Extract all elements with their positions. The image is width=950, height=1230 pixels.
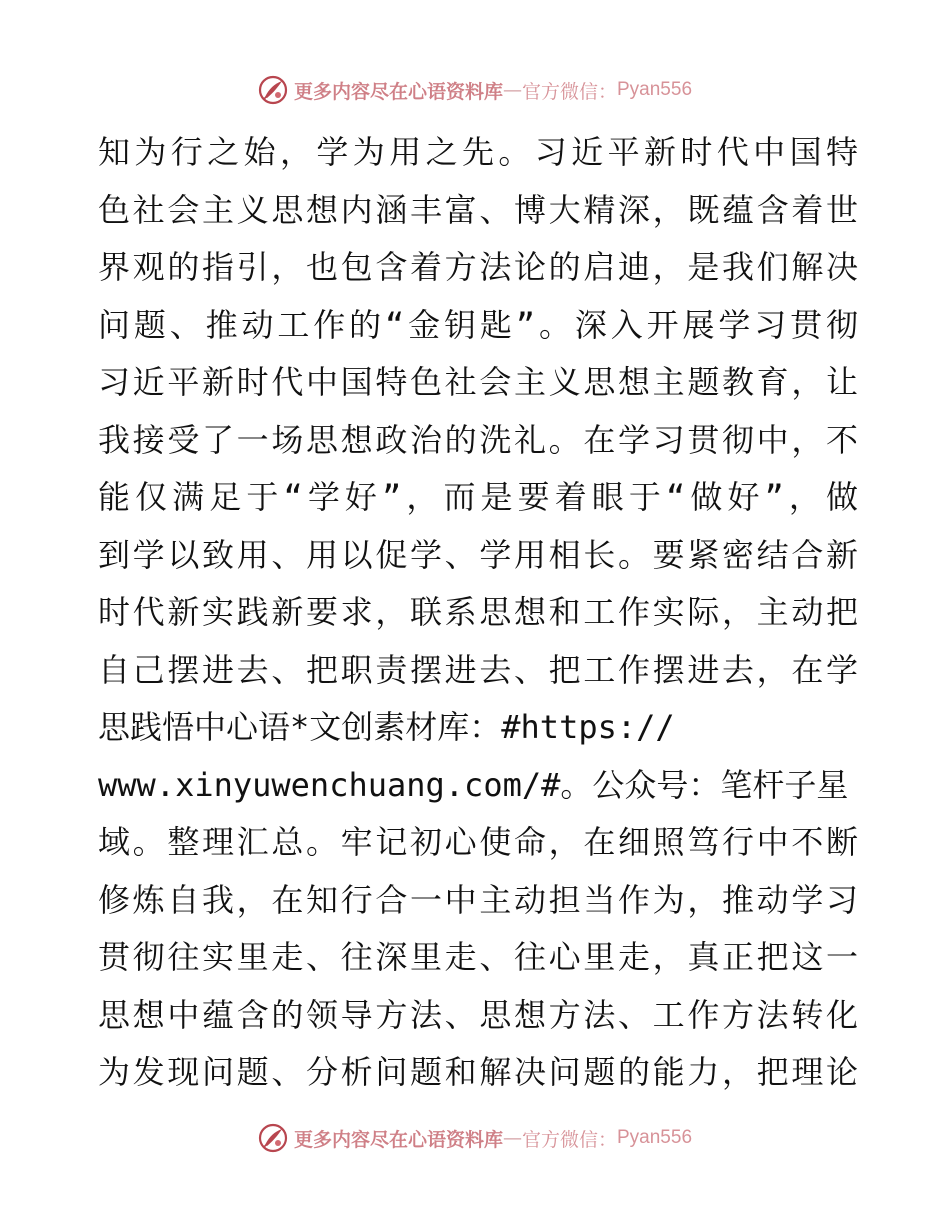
body-line: 修炼自我，在知行合一中主动担当作为，推动学习 [98, 880, 858, 919]
header-wechat-label: 官方微信： [521, 80, 617, 103]
header-wechat-id: Pyan556 [617, 79, 693, 100]
footer-wechat-id: Pyan556 [617, 1127, 693, 1148]
body-line: 知为行之始，学为用之先。习近平新时代中国特 [98, 133, 858, 171]
body-line: 时代新实践新要求，联系思想和工作实际，主动把 [98, 593, 858, 631]
article-body [98, 124, 858, 1102]
body-line: 习近平新时代中国特色社会主义思想主题教育，让 [98, 363, 858, 401]
header-brand-text: 更多内容尽在心语资料库 [293, 80, 503, 103]
body-line: 贯彻往实里走、往深里走、往心里走，真正把这一 [98, 938, 858, 976]
body-line: 界观的指引，也包含着方法论的启迪，是我们解决 [98, 248, 858, 286]
quill-seal-icon [258, 1123, 288, 1153]
header-separator: — [502, 79, 522, 101]
body-line: 思想中蕴含的领导方法、思想方法、工作方法转化 [98, 995, 858, 1034]
body-line: 思践悟中心语*文创素材库：#https:// [98, 708, 675, 746]
footer-watermark [0, 1118, 950, 1158]
body-line: 域。整理汇总。牢记初心使命，在细照笃行中不断 [98, 823, 858, 861]
body-line: www.xinyuwenchuang.com/#。公众号：笔杆子星 [98, 765, 849, 804]
body-line: 为发现问题、分析问题和解决问题的能力，把理论 [98, 1053, 858, 1091]
header-watermark [0, 70, 950, 110]
body-line: 能仅满足于“学好”，而是要着眼于“做好”，做 [98, 478, 858, 516]
quill-seal-icon [258, 75, 288, 105]
body-line: 自己摆进去、把职责摆进去、把工作摆进去，在学 [98, 650, 858, 689]
footer-separator: — [502, 1127, 522, 1149]
body-line: 问题、推动工作的“金钥匙”。深入开展学习贯彻 [98, 305, 858, 344]
body-line: 到学以致用、用以促学、学用相长。要紧密结合新 [98, 535, 858, 574]
footer-wechat-label: 官方微信： [521, 1128, 617, 1151]
body-line: 我接受了一场思想政治的洗礼。在学习贯彻中，不 [98, 420, 858, 459]
body-line: 色社会主义思想内涵丰富、博大精深，既蕴含着世 [98, 190, 858, 229]
footer-brand-text: 更多内容尽在心语资料库 [293, 1128, 503, 1151]
